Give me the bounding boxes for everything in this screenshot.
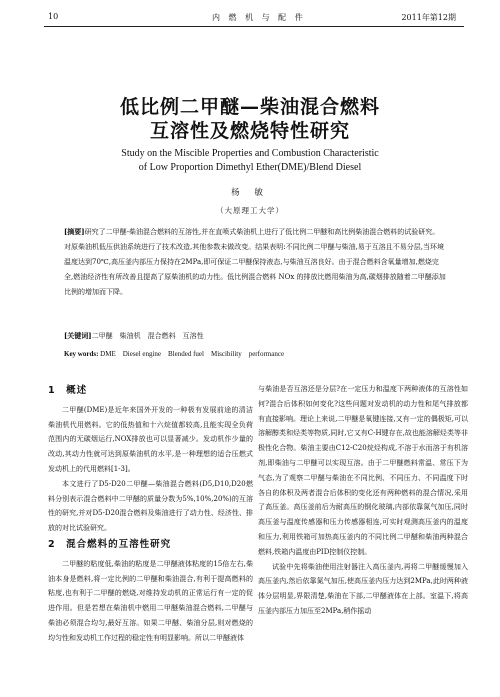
title-cn-line2: 互溶性及燃烧特性研究 <box>149 120 350 142</box>
section-1-paragraph-2: 本文进行了D5-D20二甲醚—柴油混合燃料(D5,D10,D20燃料分别表示混合燃料中二甲醚的质量分数为5%,10%,20%)的互溶性的研究,并对D5-D20混合燃料及柴油进行了动力性、经济性、排放的对比试验研究。 <box>48 479 253 533</box>
abstract <box>64 224 446 300</box>
header-rule <box>44 26 464 27</box>
abstract-label: [摘要] <box>64 227 85 236</box>
right-paragraph-2: 试验中先将柴油使用注射器注入高压釜内,再将二甲醚缓慢加入高压釜内,然后依靠氮气加压,使高压釜内压力达到2MPa,此时两种液体分层明显,界限清楚,柴油在下部,二甲醚液体在上部。室温下,将高压釜内部压力加压至2MPa,稍作摇动 <box>258 562 468 615</box>
keywords-cn-text: 二甲醚 柴油机 混合燃料 互溶性 <box>91 332 204 340</box>
keywords-cn <box>64 331 446 341</box>
right-paragraph-1: 与柴油是否互溶还是分层?在一定压力和温度下两种液体的互溶性如何?混合后体积如何变化?这些问题对发动机的动力性和尾气排放都有直接影响。理论上来说,二甲醚是氧键连接,又有一定的偶极矩,可以溶解醇类和烃类等物质,同时,它又有C-H键存在,故也能溶解烃类等非极性化合物。柴油主要由C12-C20烷烃构成,不溶于水而溶于有机溶剂,即柴油与二甲醚可以实现互溶。由于二甲醚燃料常温、常压下为气态,为了观察二甲醚与柴油在不同比例、不同压力、不同温度下时各自的体积及两者混合后体积的变化还有两种燃料的混合情况,采用了高压釜。高压釜前后为耐高压的钢化玻璃,内部依靠氮气加压,同时高压釜与温度传感器和压力传感器相连,可实时观测高压釜内的温度和压力,利用铁箱可加热高压釜内的不同比例二甲醚和柴油两种混合燃料,铁箱内温度由PID控制仪控制。 <box>258 385 468 556</box>
issue-label: 2011年第12期 <box>401 13 456 22</box>
title-cn-line1: 低比例二甲醚—柴油混合燃料 <box>119 96 380 118</box>
affiliation: （大原理工大学） <box>216 206 284 215</box>
keywords-en-label: Key words: <box>64 350 99 358</box>
keywords-en <box>64 349 446 359</box>
running-header <box>0 10 500 26</box>
left-column <box>48 382 253 646</box>
keywords-cn-label: [关键词] <box>64 331 92 340</box>
title-en-line2: of Low Proportion Dimethyl Ether(DME)/Blend Diesel <box>138 162 362 173</box>
section-1-paragraph-1: 二甲醚(DME)是近年来国外开发的一种极有发展前途的清洁柴油机代用燃料。它的低热值和十六烷值都较高,且能实现全负荷范围内的无碳烟运行,NOX排放也可以显著减少。发动机作少量的改动,其动力性就可达到原柴油机的水平,是一种理想的适合压燃式发动机上的代用燃料[1-3]。 <box>48 405 253 473</box>
title-en-line1: Study on the Miscible Properties and Combustion Characteristic <box>121 148 379 159</box>
author: 杨 敏 <box>231 188 269 198</box>
section-1-title: 1 概述 <box>48 385 88 396</box>
section-2-paragraph-1: 二甲醚的粘度低,柴油的粘度是二甲醚液体粘度的15倍左右,柴油本身是燃料,将一定比例的二甲醚和柴油混合,有利于提高燃料的粘度,也有利于二甲醚的燃烧,对维持发动机的正常运行有一定的促进作用。但是若想在柴油机中燃用二甲醚柴油混合燃料,二甲醚与柴油必须混合均匀,最好互溶。如果二甲醚、柴油分层,则对燃烧的均匀性和发动机工作过程的稳定性有明显影响。所以二甲醚液体 <box>48 559 253 642</box>
page-number: 10 <box>48 12 59 21</box>
journal-name: 内 燃 机 与 配 件 <box>212 13 306 22</box>
right-column <box>258 382 468 619</box>
abstract-text: 研究了二甲醚-柴油混合燃料的互溶性,并在直喷式柴油机上进行了低比例二甲醚和高比例柴油混合燃料的试验研究。对原柴油机低压供油系统进行了技术改造,其他参数未做改变。结果表明:不同比例二甲醚与柴油,易于互溶且不易分层,当环境温度达到70℃,高压釜内部压力保持在2MPa,即可保证二甲醚保持液态,与柴油互溶良好。由于混合燃料含氧量增加,燃烧完全,燃油经济性有所改善且提高了原柴油机的动力性。低比例混合燃料 NOx 的排放比燃用柴油为高,碳烟排放随着二甲醚添加比例的增加而下降。 <box>64 228 446 296</box>
section-2-title: 2 混合燃料的互溶性研究 <box>48 538 172 550</box>
keywords-en-text: DME Diesel engine Blended fuel Miscibility performance <box>100 350 285 358</box>
